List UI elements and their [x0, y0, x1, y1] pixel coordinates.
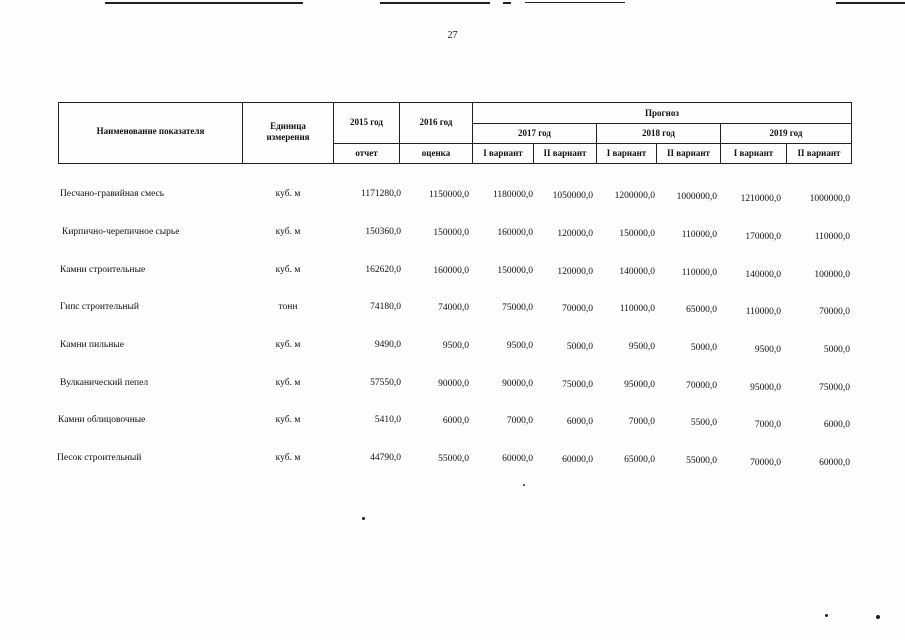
row-unit: куб. м [275, 415, 301, 425]
row-indicator-name: Камни пильные [60, 340, 124, 350]
row-value: 5500,0 [690, 418, 717, 428]
row-unit: куб. м [275, 378, 301, 388]
header-variant-2: II вариант [543, 148, 587, 158]
row-value: 150000,0 [433, 228, 469, 238]
row-value: 1050000,0 [552, 191, 593, 201]
header-estimate: оценка [421, 148, 451, 158]
row-value: 74000,0 [438, 303, 469, 313]
row-value: 6000,0 [442, 416, 469, 426]
row-value: 60000,0 [502, 454, 533, 464]
row-value: 1000000,0 [676, 192, 717, 202]
row-unit: куб. м [275, 265, 301, 275]
row-value: 1180000,0 [492, 190, 533, 200]
header-2015: 2015 год [350, 117, 383, 127]
row-value: 60000,0 [819, 458, 850, 468]
row-value: 75000,0 [502, 303, 533, 313]
row-value: 140000,0 [619, 267, 655, 277]
header-forecast: Прогноз [645, 108, 679, 118]
row-value: 120000,0 [557, 267, 593, 277]
row-value: 5000,0 [566, 342, 593, 352]
scan-artifact-line [105, 2, 303, 4]
row-indicator-name: Песчано-гравийная смесь [60, 189, 165, 199]
row-value: 9500,0 [506, 341, 533, 351]
row-value: 160000,0 [497, 228, 533, 238]
row-value: 120000,0 [557, 229, 593, 239]
row-value: 5410,0 [374, 415, 401, 425]
scan-artifact-line [836, 2, 905, 4]
row-value: 140000,0 [745, 270, 781, 280]
row-value: 1171280,0 [360, 189, 401, 199]
row-value: 70000,0 [686, 381, 717, 391]
row-value: 55000,0 [686, 456, 717, 466]
row-value: 6000,0 [823, 420, 850, 430]
header-variant-1: I вариант [606, 148, 647, 158]
row-value: 5000,0 [823, 345, 850, 355]
header-2017: 2017 год [518, 128, 551, 138]
row-value: 1150000,0 [428, 190, 469, 200]
row-value: 70000,0 [750, 458, 781, 468]
row-value: 9500,0 [754, 345, 781, 355]
scan-artifact-dot [876, 615, 880, 619]
row-value: 44790,0 [370, 453, 401, 463]
header-unit: Единица измерения [266, 121, 310, 142]
row-value: 110000,0 [745, 307, 781, 317]
row-value: 5000,0 [690, 343, 717, 353]
row-value: 150000,0 [619, 229, 655, 239]
row-value: 7000,0 [628, 417, 655, 427]
row-value: 60000,0 [562, 455, 593, 465]
header-variant-2: II вариант [667, 148, 710, 158]
row-value: 95000,0 [624, 380, 655, 390]
scan-artifact-line [503, 2, 511, 4]
row-indicator-name: Кирпично-черепичное сырье [62, 227, 180, 237]
row-value: 9500,0 [628, 342, 655, 352]
scan-artifact-dot [825, 614, 828, 617]
row-value: 70000,0 [819, 307, 850, 317]
row-value: 110000,0 [814, 232, 850, 242]
row-value: 7000,0 [506, 416, 533, 426]
row-value: 1200000,0 [614, 191, 655, 201]
row-value: 150360,0 [365, 227, 401, 237]
scan-artifact-line [380, 2, 490, 4]
row-unit: куб. м [275, 189, 301, 199]
row-value: 170000,0 [745, 232, 781, 242]
header-indicator: Наименование показателя [96, 126, 205, 136]
row-value: 90000,0 [502, 379, 533, 389]
row-value: 100000,0 [814, 270, 850, 280]
row-indicator-name: Вулканический пепел [60, 378, 149, 388]
header-variant-1: I вариант [733, 148, 774, 158]
scan-artifact-dot [362, 517, 365, 520]
scan-artifact-dot [523, 484, 525, 486]
header-2018: 2018 год [642, 128, 675, 138]
row-value: 160000,0 [433, 266, 469, 276]
row-value: 74180,0 [370, 302, 401, 312]
row-value: 162620,0 [365, 265, 401, 275]
row-value: 95000,0 [750, 383, 781, 393]
row-value: 110000,0 [619, 304, 655, 314]
row-value: 9490,0 [374, 340, 401, 350]
row-value: 1000000,0 [809, 194, 850, 204]
row-unit: куб. м [275, 340, 301, 350]
row-unit: куб. м [275, 453, 301, 463]
page-number: 27 [447, 30, 458, 41]
header-report: отчет [355, 148, 378, 158]
row-value: 55000,0 [438, 454, 469, 464]
row-indicator-name: Песок строительный [57, 453, 142, 463]
row-unit: куб. м [275, 227, 301, 237]
row-value: 75000,0 [562, 380, 593, 390]
header-2019: 2019 год [769, 128, 803, 138]
row-value: 9500,0 [442, 341, 469, 351]
row-value: 75000,0 [819, 383, 850, 393]
header-variant-1: I вариант [483, 148, 523, 158]
row-value: 6000,0 [566, 417, 593, 427]
row-indicator-name: Гипс строительный [60, 302, 139, 312]
row-indicator-name: Камни строительные [60, 265, 146, 275]
scan-artifact-line [525, 2, 625, 3]
row-value: 70000,0 [562, 304, 593, 314]
row-value: 1210000,0 [740, 194, 781, 204]
row-value: 110000,0 [681, 230, 717, 240]
row-unit: тонн [278, 302, 298, 312]
row-value: 110000,0 [681, 268, 717, 278]
row-value: 7000,0 [754, 420, 781, 430]
header-variant-2: II вариант [797, 148, 841, 158]
row-indicator-name: Камни облицовочные [58, 415, 146, 425]
row-value: 65000,0 [624, 455, 655, 465]
row-value: 65000,0 [686, 305, 717, 315]
row-value: 57550,0 [370, 378, 401, 388]
row-value: 150000,0 [497, 266, 533, 276]
row-value: 90000,0 [438, 379, 469, 389]
header-2016: 2016 год [419, 117, 453, 127]
